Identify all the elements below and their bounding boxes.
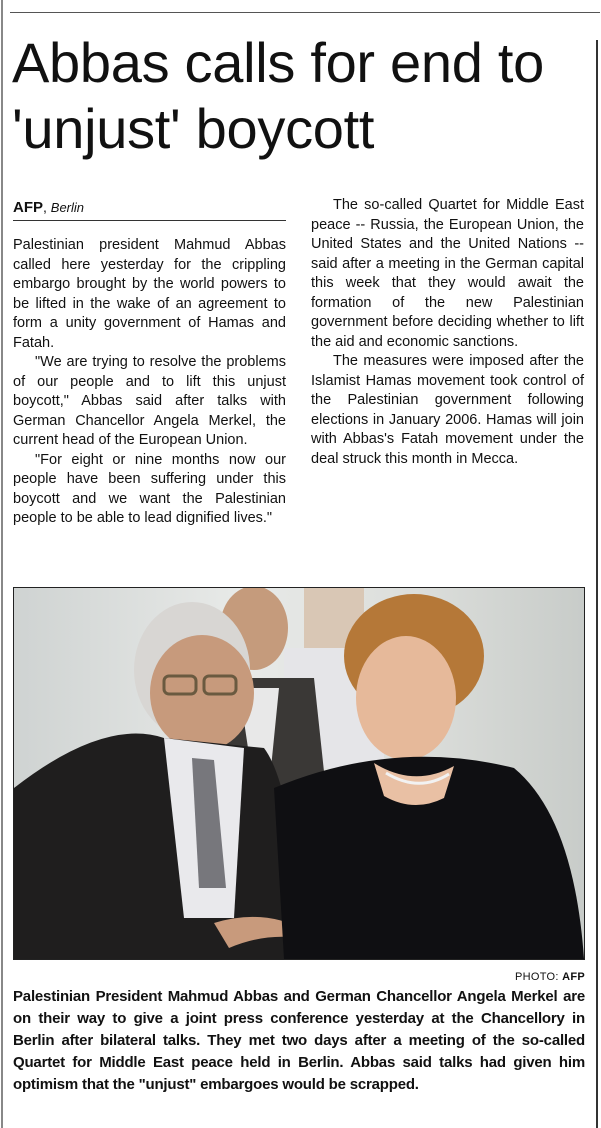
page-top-rule	[10, 12, 600, 13]
news-photo	[13, 587, 585, 960]
article-column-right	[311, 196, 584, 469]
body-paragraph: "For eight or nine months now our people have been suffering under this boycott and we want the Palestinian people to be able to lead dignified lives."	[13, 451, 286, 526]
body-paragraph: "We are trying to resolve the problems of our people and to lift this unjust boycott," Abbas said after talks with German Chancellor Angela Merkel, the current head of the European Union.	[13, 354, 286, 448]
page-left-rule	[1, 0, 3, 1128]
photo-caption: Palestinian President Mahmud Abbas and German Chancellor Angela Merkel are on their way to give a joint press conference yesterday at the Chancellory in Berlin after bilateral talks. They met two days after a meeting of the so-called Quartet for Middle East peace held in Berlin. Abbas said talks had given him optimism that the "unjust" embargoes would be scrapped.	[13, 988, 585, 1093]
headline: Abbas calls for end to 'unjust' boycott	[12, 31, 544, 160]
photo-credit	[515, 971, 585, 983]
body-paragraph: The measures were imposed after the Islamist Hamas movement took control of the Palestinian government following elections in January 2006. Hamas will join with Abbas's Fatah movement under the deal struck this month in Mecca.	[311, 353, 584, 467]
merkel-face	[356, 636, 456, 760]
byline-rule	[13, 220, 286, 221]
byline: AFP, Berlin	[13, 199, 85, 216]
photo-credit-label: PHOTO:	[514, 971, 559, 983]
byline-agency: AFP	[13, 199, 43, 216]
article-column-left	[13, 236, 286, 529]
body-paragraph: Palestinian president Mahmud Abbas called here yesterday for the crippling embargo brought by the world powers to be lifted in the wake of an agreement to form a unity government of Hamas and Fatah.	[13, 237, 286, 351]
body-paragraph: The so-called Quartet for Middle East peace -- Russia, the European Union, the United States and the United Nations -- said after a meeting in the German capital this week that they would await the formation of the new Palestinian government before deciding whether to lift the aid and economic sanctions.	[311, 197, 584, 350]
photo-illustration	[14, 588, 584, 959]
byline-city: Berlin	[50, 200, 85, 215]
photo-credit-source: AFP	[562, 971, 585, 983]
column-divider-rule	[596, 40, 598, 1128]
